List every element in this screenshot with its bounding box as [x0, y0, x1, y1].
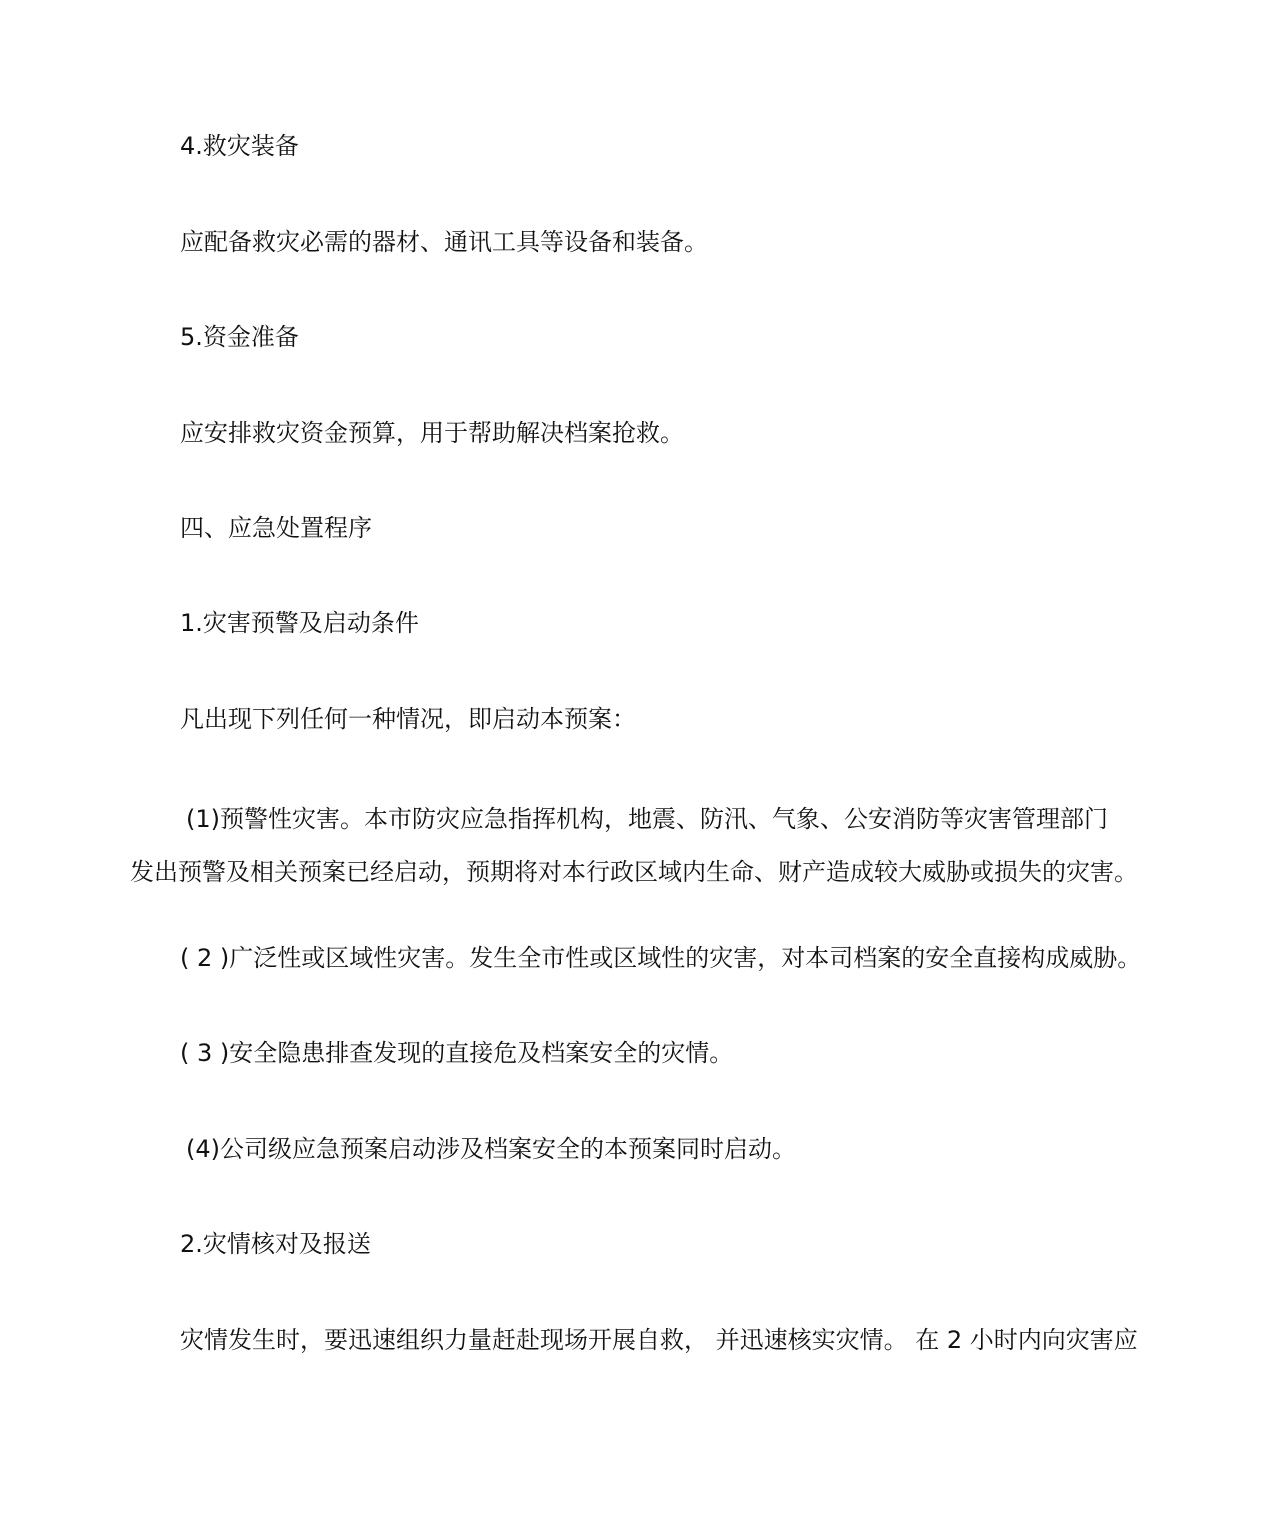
paragraph-funding: 应安排救灾资金预算，用于帮助解决档案抢救。 [180, 419, 684, 447]
heading-disaster-reporting: 2.灾情核对及报送 [180, 1230, 371, 1258]
paragraph-item-3: ( 3 )安全隐患排查发现的直接危及档案安全的灾情。 [180, 1039, 734, 1067]
heading-rescue-equipment: 4.救灾装备 [180, 132, 299, 160]
paragraph-item-1-line-2: 发出预警及相关预案已经启动，预期将对本行政区域内生命、财产造成较大威胁或损失的灾害。 [130, 858, 1138, 886]
paragraph-item-4: (4)公司级应急预案启动涉及档案安全的本预案同时启动。 [186, 1135, 796, 1163]
heading-funding: 5.资金准备 [180, 323, 299, 351]
section-heading-emergency-procedure: 四、应急处置程序 [180, 514, 372, 542]
paragraph-item-2: ( 2 )广泛性或区域性灾害。发生全市性或区域性的灾害，对本司档案的安全直接构成威胁。 [180, 944, 1142, 972]
heading-warning-conditions: 1.灾害预警及启动条件 [180, 609, 419, 637]
paragraph-item-1-line-1: (1)预警性灾害。本市防灾应急指挥机构，地震、防汛、气象、公安消防等灾害管理部门 [186, 805, 1108, 833]
paragraph-reporting: 灾情发生时，要迅速组织力量赶赴现场开展自救， 并迅速核实灾情。 在 2 小时内向灾害应 [180, 1326, 1138, 1354]
paragraph-equipment: 应配备救灾必需的器材、通讯工具等设备和装备。 [180, 228, 708, 256]
paragraph-conditions-intro: 凡出现下列任何一种情况，即启动本预案： [180, 705, 636, 733]
